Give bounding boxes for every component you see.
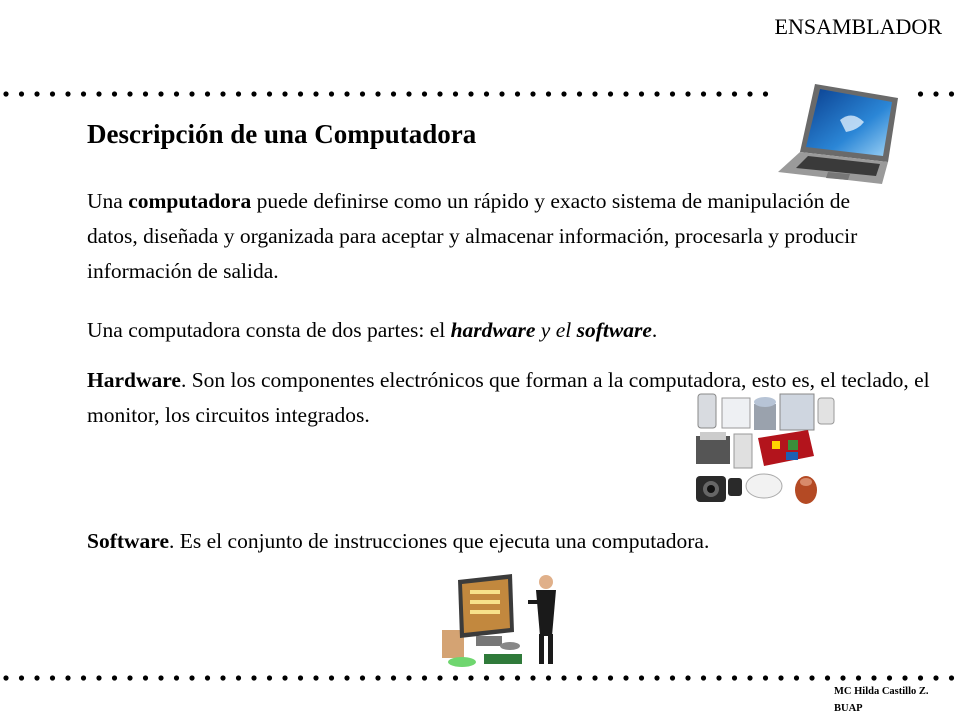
rule-dot <box>143 91 148 96</box>
rule-dot <box>220 675 225 680</box>
rule-dot <box>189 91 194 96</box>
rule-dot <box>344 675 349 680</box>
rule-dot <box>96 91 101 96</box>
footer-institution: BUAP <box>834 703 863 714</box>
software-term: Software <box>87 529 170 553</box>
page-title: Descripción de una Computadora <box>87 119 477 149</box>
rule-dot <box>763 675 768 680</box>
rule-dot <box>50 91 55 96</box>
rule-dot <box>3 91 8 96</box>
rule-dot <box>670 91 675 96</box>
slide-header-label: ENSAMBLADOR <box>774 14 942 39</box>
rule-dot <box>220 91 225 96</box>
rule-dot <box>391 675 396 680</box>
software-term-inline: software <box>576 318 652 342</box>
rule-dot <box>267 675 272 680</box>
rule-dot <box>174 675 179 680</box>
rule-dot <box>716 91 721 96</box>
rule-dot <box>530 91 535 96</box>
rule-dot <box>298 91 303 96</box>
rule-dot <box>623 91 628 96</box>
rule-dot <box>592 675 597 680</box>
software-illustration-image <box>440 570 570 670</box>
rule-dot <box>236 91 241 96</box>
laptop-image <box>770 80 920 190</box>
rule-dot <box>747 91 752 96</box>
rule-dot <box>809 675 814 680</box>
footer-credit <box>834 683 929 717</box>
rule-dot <box>716 675 721 680</box>
rule-dot <box>251 675 256 680</box>
computer-definition-paragraph: Una computadora puede definirse como un rápido y exacto sistema de manipulación de datos, diseñada y organizada para aceptar y almacenar información, procesarla y producir información de salida. <box>87 189 858 283</box>
rule-dot <box>282 91 287 96</box>
rule-dot <box>561 675 566 680</box>
rule-dot <box>406 91 411 96</box>
rule-dot <box>778 675 783 680</box>
rule-dot <box>282 675 287 680</box>
rule-dot <box>174 91 179 96</box>
rule-dot <box>267 91 272 96</box>
rule-dot <box>825 675 830 680</box>
rule-dot <box>685 675 690 680</box>
rule-dot <box>81 675 86 680</box>
rule-dot <box>515 675 520 680</box>
hardware-term: Hardware <box>87 368 181 392</box>
rule-dot <box>205 91 210 96</box>
rule-dot <box>406 675 411 680</box>
rule-dot <box>763 91 768 96</box>
rule-dot <box>794 675 799 680</box>
rule-dot <box>158 675 163 680</box>
rule-dot <box>453 675 458 680</box>
rule-dot <box>484 91 489 96</box>
rule-dot <box>112 675 117 680</box>
rule-dot <box>670 675 675 680</box>
rule-dot <box>732 675 737 680</box>
rule-dot <box>887 675 892 680</box>
rule-dot <box>840 675 845 680</box>
rule-dot <box>422 91 427 96</box>
hardware-definition-paragraph: Hardware. Son los componentes electrónicos que forman a la computadora, esto es, el teclado, el monitor, los circuitos integrados. <box>87 368 930 427</box>
rule-dot <box>298 675 303 680</box>
rule-dot <box>19 675 24 680</box>
rule-dot <box>189 675 194 680</box>
rule-dot <box>608 675 613 680</box>
rule-dot <box>437 91 442 96</box>
rule-dot <box>561 91 566 96</box>
rule-dot <box>65 91 70 96</box>
rule-dot <box>918 675 923 680</box>
rule-dot <box>375 675 380 680</box>
rule-dot <box>515 91 520 96</box>
footer-author: MC Hilda Castillo Z. <box>834 686 929 697</box>
rule-dot <box>112 91 117 96</box>
rule-dot <box>360 675 365 680</box>
rule-dot <box>639 91 644 96</box>
rule-dot <box>654 675 659 680</box>
rule-dot <box>654 91 659 96</box>
rule-dot <box>344 91 349 96</box>
rule-dot <box>499 675 504 680</box>
rule-dot <box>933 91 938 96</box>
computer-parts-paragraph: Una computadora consta de dos partes: el hardware y el software. <box>87 318 658 342</box>
rule-dot <box>623 675 628 680</box>
rule-dot <box>949 91 954 96</box>
rule-dot <box>313 675 318 680</box>
rule-dot <box>360 91 365 96</box>
rule-dot <box>313 91 318 96</box>
rule-dot <box>329 91 334 96</box>
rule-dot <box>34 675 39 680</box>
rule-dot <box>422 675 427 680</box>
rule-dot <box>546 91 551 96</box>
rule-dot <box>143 675 148 680</box>
rule-dot <box>484 675 489 680</box>
rule-dot <box>34 91 39 96</box>
rule-dot <box>468 91 473 96</box>
rule-dot <box>391 91 396 96</box>
rule-dot <box>127 675 132 680</box>
rule-dot <box>453 91 458 96</box>
rule-dot <box>592 91 597 96</box>
rule-dot <box>329 675 334 680</box>
rule-dot <box>236 675 241 680</box>
computer-term: computadora <box>128 189 252 213</box>
hardware-collage-image <box>690 386 840 512</box>
rule-dot <box>856 675 861 680</box>
rule-dot <box>127 91 132 96</box>
rule-dot <box>499 91 504 96</box>
rule-dot <box>81 91 86 96</box>
rule-dot <box>577 675 582 680</box>
rule-dot <box>96 675 101 680</box>
rule-dot <box>871 675 876 680</box>
rule-dot <box>639 675 644 680</box>
rule-dot <box>65 675 70 680</box>
rule-dot <box>732 91 737 96</box>
rule-dot <box>530 675 535 680</box>
rule-dot <box>949 675 954 680</box>
rule-dot <box>933 675 938 680</box>
rule-dot <box>701 675 706 680</box>
rule-dot <box>50 675 55 680</box>
rule-dot <box>701 91 706 96</box>
software-definition-paragraph: Software. Es el conjunto de instrucciones que ejecuta una computadora. <box>87 529 710 553</box>
rule-dot <box>902 675 907 680</box>
rule-dot <box>3 675 8 680</box>
rule-dot <box>546 675 551 680</box>
rule-dot <box>608 91 613 96</box>
rule-dot <box>375 91 380 96</box>
rule-dot <box>437 675 442 680</box>
rule-dot <box>205 675 210 680</box>
rule-dot <box>19 91 24 96</box>
hardware-term-inline: hardware <box>450 318 536 342</box>
rule-dot <box>468 675 473 680</box>
rule-dot <box>685 91 690 96</box>
bottom-dotted-rule <box>0 672 960 684</box>
rule-dot <box>251 91 256 96</box>
rule-dot <box>747 675 752 680</box>
rule-dot <box>577 91 582 96</box>
rule-dot <box>158 91 163 96</box>
